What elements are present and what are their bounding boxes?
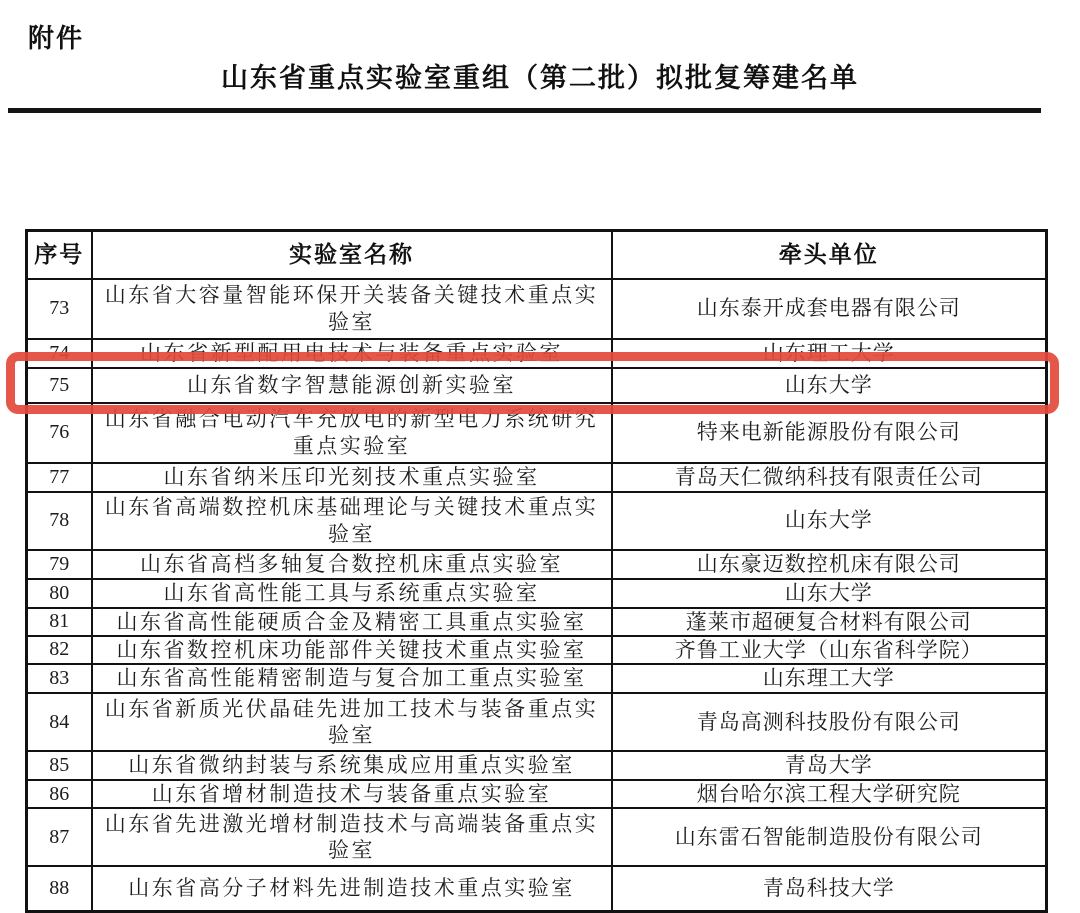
table-row xyxy=(27,751,1047,780)
row-number-cell: 77 xyxy=(27,463,92,492)
lab-name-cell: 山东省高端数控机床基础理论与关键技术重点实验室 xyxy=(92,492,612,550)
lab-name-cell: 山东省新质光伏晶硅先进加工技术与装备重点实验室 xyxy=(92,693,612,751)
lab-name-cell: 山东省数控机床功能部件关键技术重点实验室 xyxy=(92,636,612,664)
table-row xyxy=(27,579,1047,608)
attachment-label: 附件 xyxy=(28,23,85,53)
table-row xyxy=(27,664,1047,693)
lead-unit-cell: 齐鲁工业大学（山东省科学院） xyxy=(612,636,1047,664)
lead-unit-cell: 青岛高测科技股份有限公司 xyxy=(612,693,1047,751)
header-no: 序号 xyxy=(27,231,92,279)
row-number-cell: 82 xyxy=(27,636,92,664)
lab-name-cell: 山东省先进激光增材制造技术与高端装备重点实验室 xyxy=(92,808,612,866)
table-row xyxy=(27,463,1047,492)
lab-list-table xyxy=(25,229,1048,913)
lead-unit-cell: 山东泰开成套电器有限公司 xyxy=(612,279,1047,339)
lab-name-cell: 山东省融合电动汽车充放电的新型电力系统研究重点实验室 xyxy=(92,403,612,463)
lead-unit-cell: 山东大学 xyxy=(612,492,1047,550)
lab-name-cell: 山东省大容量智能环保开关装备关键技术重点实验室 xyxy=(92,279,612,339)
table-row xyxy=(27,866,1047,911)
table-row xyxy=(27,608,1047,636)
header-lab-name: 实验室名称 xyxy=(92,231,612,279)
lead-unit-cell: 青岛科技大学 xyxy=(612,866,1047,911)
row-number-cell: 74 xyxy=(27,339,92,368)
row-number-cell: 78 xyxy=(27,492,92,550)
row-number-cell: 88 xyxy=(27,866,92,911)
lab-name-cell: 山东省微纳封装与系统集成应用重点实验室 xyxy=(92,751,612,780)
row-number-cell: 81 xyxy=(27,608,92,636)
table-header-row xyxy=(27,231,1047,279)
row-number-cell: 84 xyxy=(27,693,92,751)
table-row xyxy=(27,808,1047,866)
page-title: 山东省重点实验室重组（第二批）拟批复筹建名单 xyxy=(221,63,859,93)
row-number-cell: 83 xyxy=(27,664,92,693)
lab-name-cell: 山东省高性能精密制造与复合加工重点实验室 xyxy=(92,664,612,693)
table-row xyxy=(27,492,1047,550)
row-number-cell: 86 xyxy=(27,780,92,808)
row-number-cell: 80 xyxy=(27,579,92,608)
row-number-cell: 75 xyxy=(27,368,92,403)
table-row xyxy=(27,693,1047,751)
table-row xyxy=(27,550,1047,579)
lab-name-cell: 山东省数字智慧能源创新实验室 xyxy=(92,368,612,403)
table-row-highlighted xyxy=(27,368,1047,403)
lead-unit-cell: 山东大学 xyxy=(612,579,1047,608)
lab-name-cell: 山东省新型配用电技术与装备重点实验室 xyxy=(92,339,612,368)
table-row xyxy=(27,780,1047,808)
lead-unit-cell: 青岛天仁微纳科技有限责任公司 xyxy=(612,463,1047,492)
title-divider xyxy=(8,108,1041,113)
lead-unit-cell: 蓬莱市超硬复合材料有限公司 xyxy=(612,608,1047,636)
lab-name-cell: 山东省增材制造技术与装备重点实验室 xyxy=(92,780,612,808)
lead-unit-cell: 特来电新能源股份有限公司 xyxy=(612,403,1047,463)
row-number-cell: 87 xyxy=(27,808,92,866)
lead-unit-cell: 山东理工大学 xyxy=(612,339,1047,368)
lead-unit-cell: 山东雷石智能制造股份有限公司 xyxy=(612,808,1047,866)
lab-name-cell: 山东省高档多轴复合数控机床重点实验室 xyxy=(92,550,612,579)
lead-unit-cell: 山东理工大学 xyxy=(612,664,1047,693)
row-number-cell: 76 xyxy=(27,403,92,463)
header-lead-unit: 牵头单位 xyxy=(612,231,1047,279)
lead-unit-cell: 山东豪迈数控机床有限公司 xyxy=(612,550,1047,579)
lab-name-cell: 山东省纳米压印光刻技术重点实验室 xyxy=(92,463,612,492)
row-number-cell: 85 xyxy=(27,751,92,780)
table-row xyxy=(27,339,1047,368)
table-row xyxy=(27,279,1047,339)
lead-unit-cell: 山东大学 xyxy=(612,368,1047,403)
row-number-cell: 73 xyxy=(27,279,92,339)
lab-name-cell: 山东省高性能硬质合金及精密工具重点实验室 xyxy=(92,608,612,636)
lead-unit-cell: 青岛大学 xyxy=(612,751,1047,780)
lab-name-cell: 山东省高分子材料先进制造技术重点实验室 xyxy=(92,866,612,911)
lab-name-cell: 山东省高性能工具与系统重点实验室 xyxy=(92,579,612,608)
table-row xyxy=(27,636,1047,664)
lead-unit-cell: 烟台哈尔滨工程大学研究院 xyxy=(612,780,1047,808)
row-number-cell: 79 xyxy=(27,550,92,579)
table-row xyxy=(27,403,1047,463)
